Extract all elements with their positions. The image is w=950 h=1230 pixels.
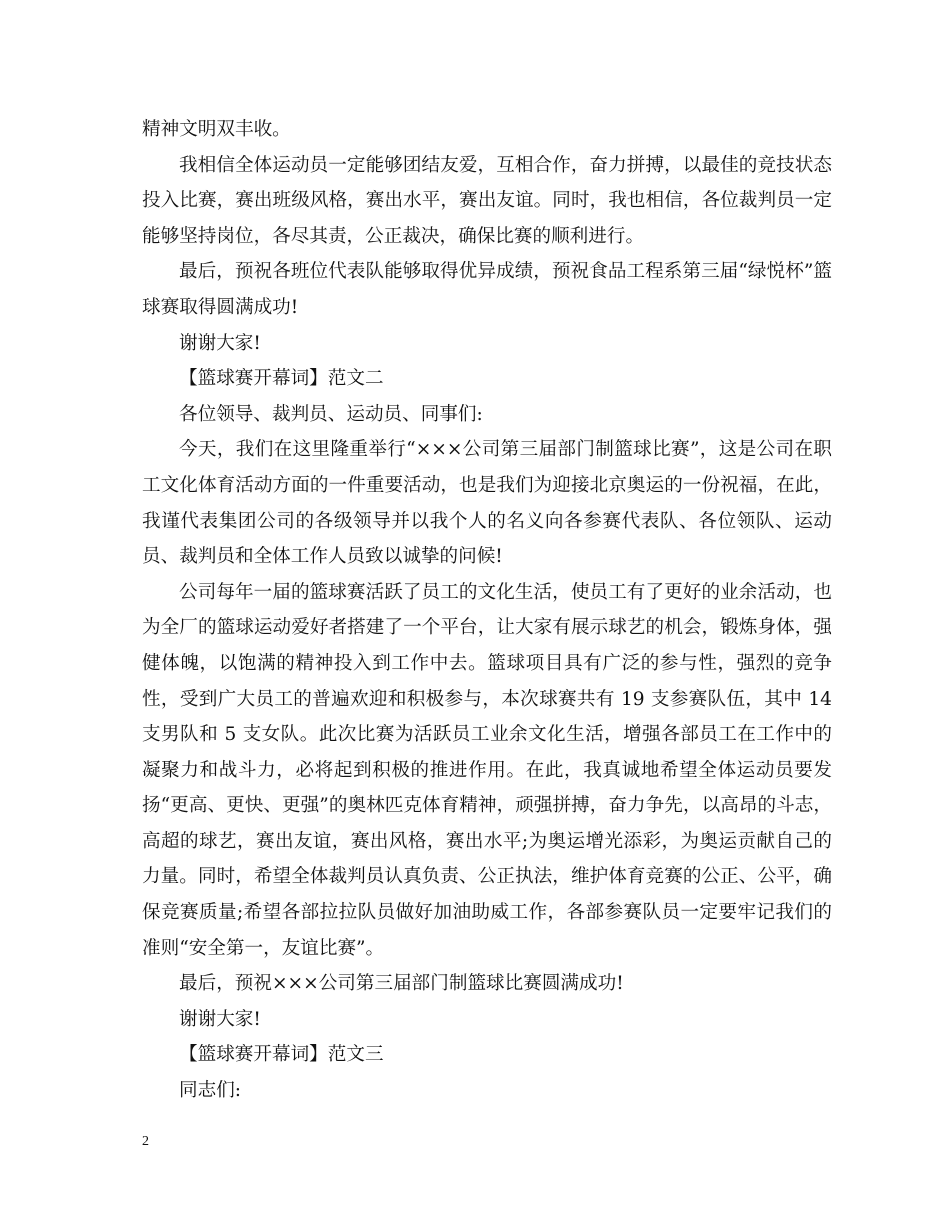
paragraph-thanks: 谢谢大家! <box>179 332 261 354</box>
paragraph-thanks-two: 谢谢大家! <box>179 1008 261 1030</box>
document-body <box>142 112 832 1109</box>
paragraph-opening-announcement: 今天，我们在这里隆重举行“×××公司第三届部门制篮球比赛”，这是公司在职工文化体育活动方面的一件重要活动，也是我们为迎接北京奥运的一份祝福，在此，我谨代表集团公司的各级领导并以我个人的名义向各参赛代表队、各位领队、运动员、裁判员和全体工作人员致以诚挚的问候! <box>142 439 832 568</box>
paragraph-continuation: 精神文明双丰收。 <box>142 119 291 140</box>
paragraph-athletes-confidence: 我相信全体运动员一定能够团结友爱，互相合作，奋力拼搏，以最佳的竞技状态投入比赛，赛出班级风格，赛出水平，赛出友谊。同时，我也相信，各位裁判员一定能够坚持岗位，各尽其责，公正裁决，确保比赛的顺利进行。 <box>142 154 832 247</box>
section-heading-sample-two: 【篮球赛开幕词】范文二 <box>179 368 384 390</box>
paragraph-closing-wishes: 最后，预祝各班位代表队能够取得优异成绩，预祝食品工程系第三届“绿悦杯”篮球赛取得圆满成功! <box>142 261 832 318</box>
paragraph-tournament-details: 公司每年一届的篮球赛活跃了员工的文化生活，使员工有了更好的业余活动，也为全厂的篮球运动爱好者搭建了一个平台，让大家有展示球艺的机会，锻炼身体，强健体魄，以饱满的精神投入到工作中去。篮球项目具有广泛的参与性，强烈的竞争性，受到广大员工的普遍欢迎和积极参与，本次球赛共有 19 支参赛队伍，其中 14 支男队和 5 支女队。此次比赛为活跃员工业余文化生活，增强各部员工在工作中的凝聚力和战斗力，必将起到积极的推进作用。在此，我真诚地希望全体运动员要发扬“更高、更快、更强”的奥林匹克体育精神，顽强拼搏，奋力争先，以高昂的斗志，高超的球艺，赛出友谊，赛出风格，赛出水平;为奥运增光添彩，为奥运贡献自己的力量。同时，希望全体裁判员认真负责、公正执法，维护体育竞赛的公正、公平，确保竞赛质量;希望各部拉拉队员做好加油助威工作，各部参赛队员一定要牢记我们的准则“安全第一，友谊比赛”。 <box>142 581 832 959</box>
paragraph-final-wishes: 最后，预祝×××公司第三届部门制篮球比赛圆满成功! <box>179 973 624 995</box>
paragraph-comrades-salutation: 同志们: <box>179 1080 242 1102</box>
paragraph-salutation: 各位领导、裁判员、运动员、同事们: <box>179 403 483 425</box>
section-heading-sample-three: 【篮球赛开幕词】范文三 <box>179 1044 384 1066</box>
page-number: 2 <box>142 1134 149 1149</box>
